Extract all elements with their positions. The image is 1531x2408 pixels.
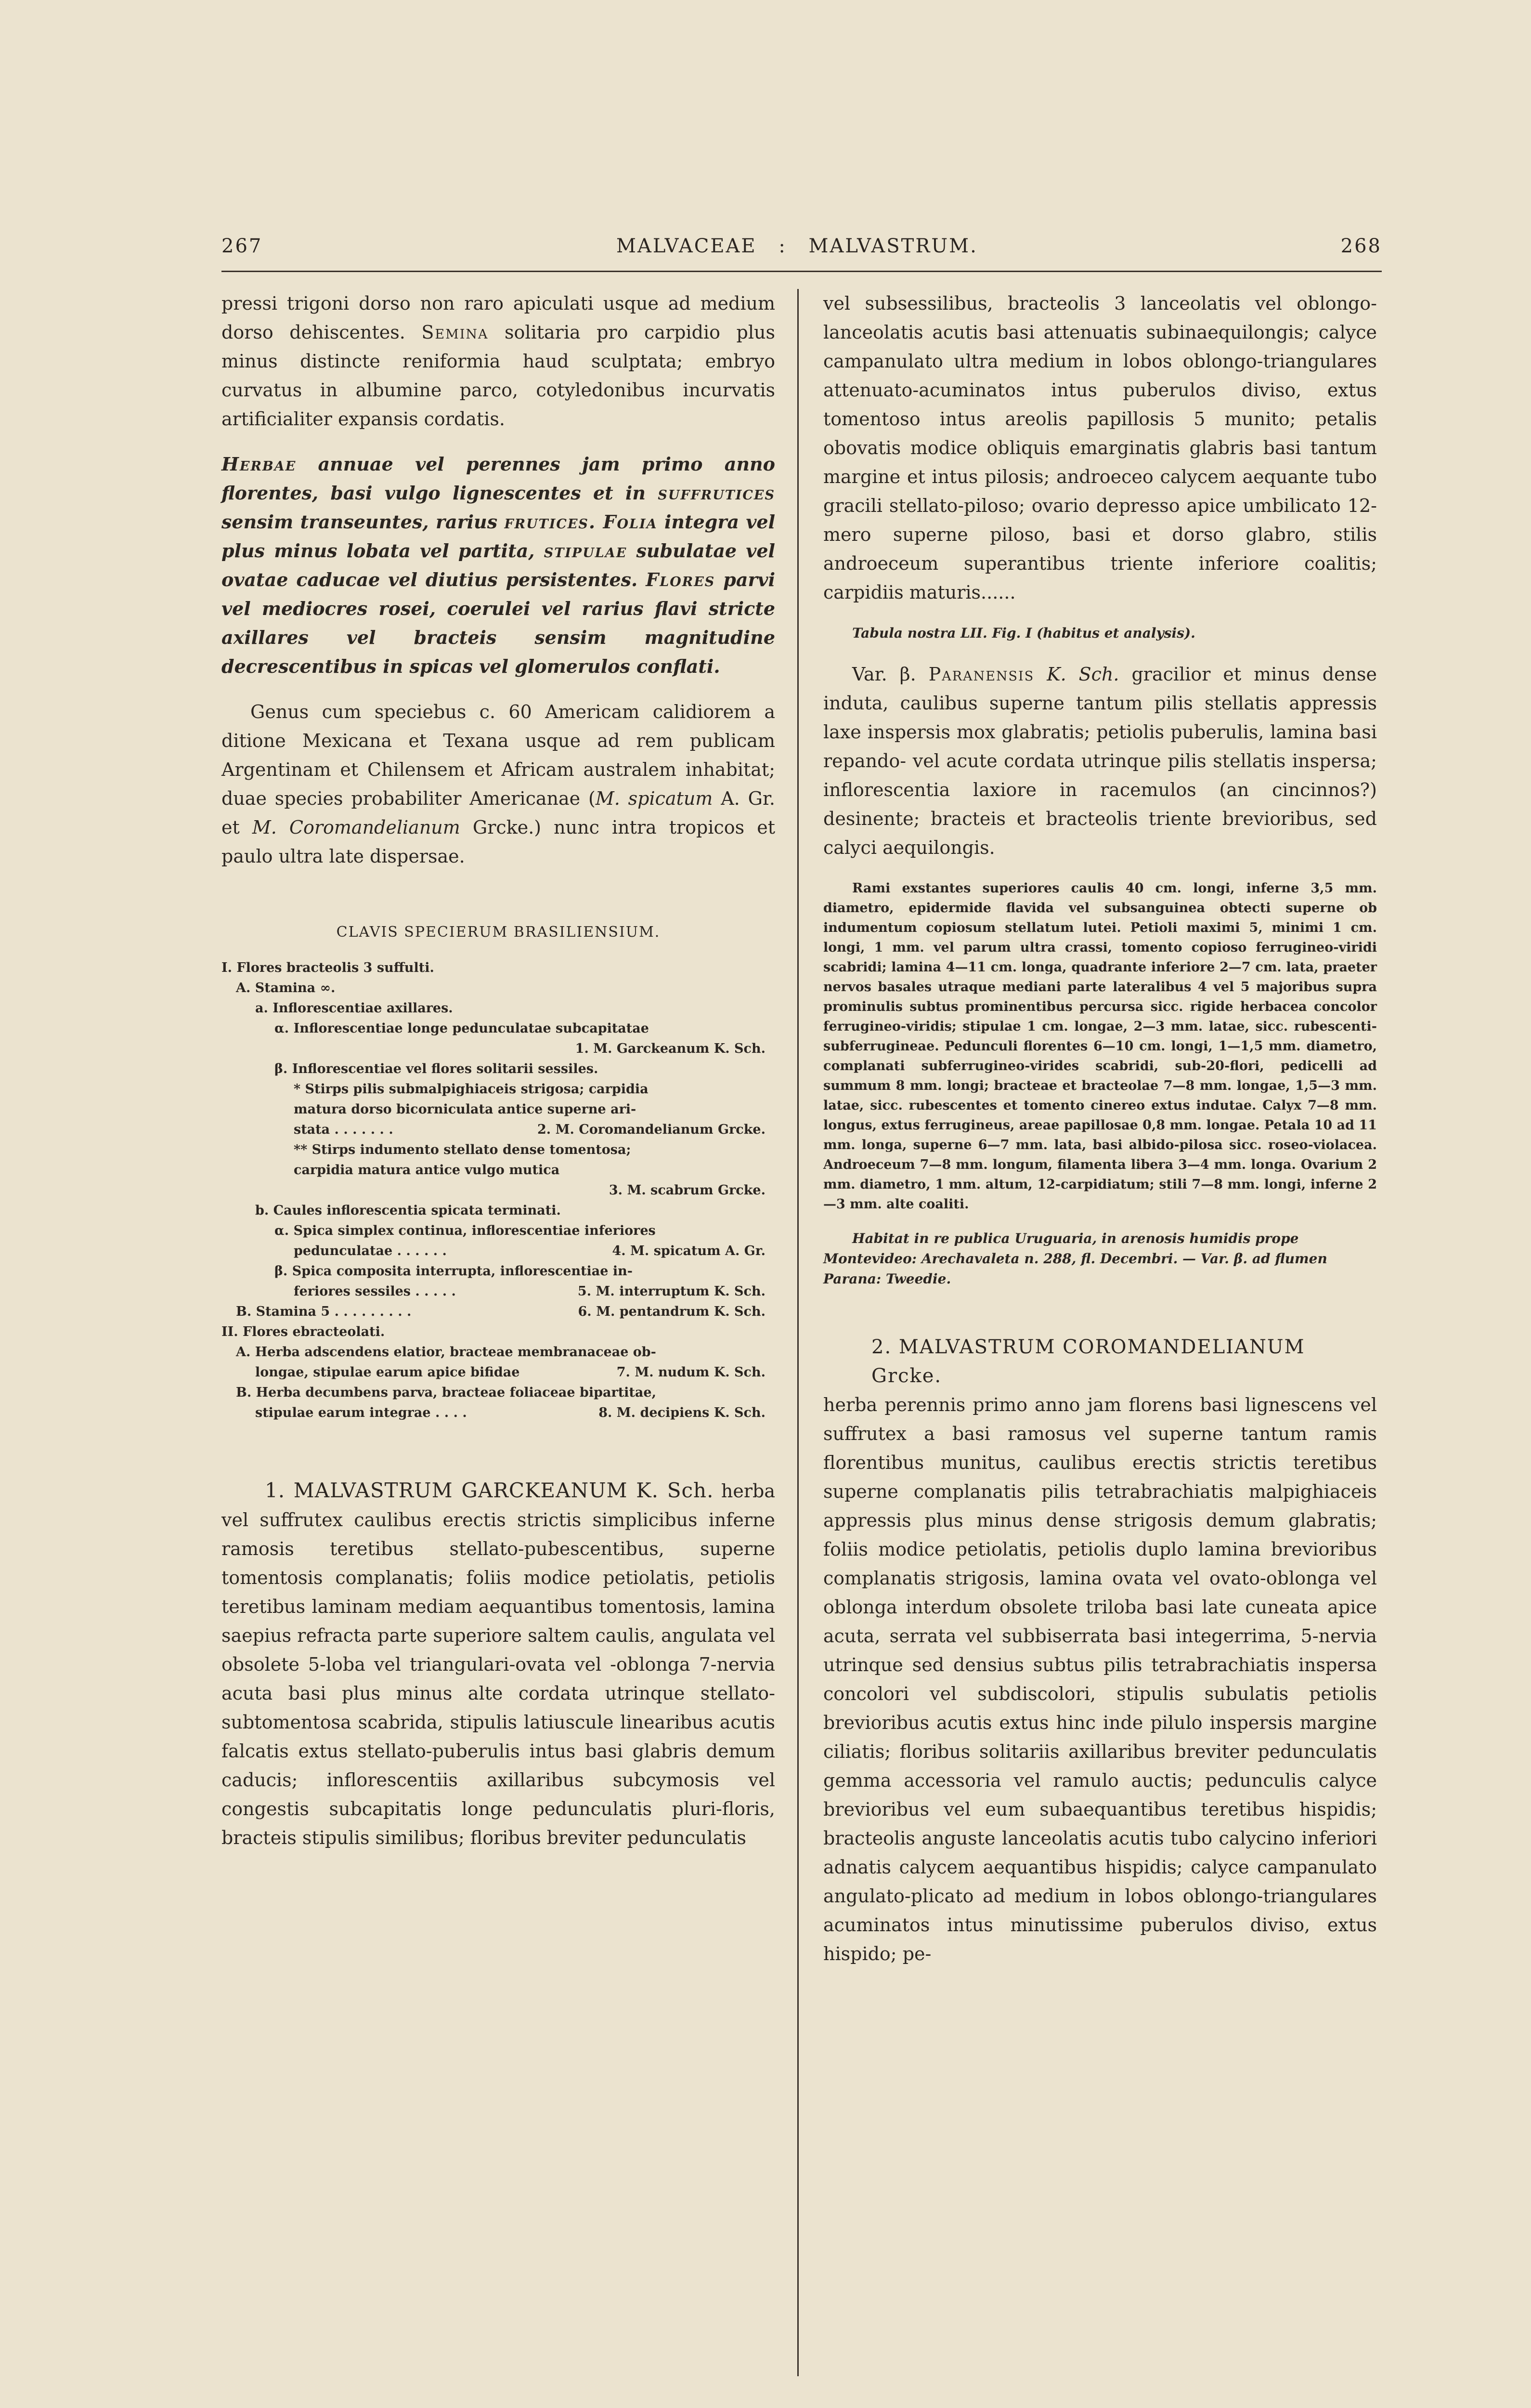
key-species <box>766 1019 775 1039</box>
key-text: stipulae earum integrae . . . . <box>255 1405 467 1420</box>
key-line <box>221 1342 775 1362</box>
key-line <box>221 1079 775 1099</box>
key-text: stata . . . . . . . <box>294 1122 393 1137</box>
key-line <box>221 1140 775 1160</box>
key-line <box>221 1099 775 1120</box>
key-text: pedunculatae . . . . . . <box>294 1243 447 1258</box>
semina-label: Semina <box>421 322 489 343</box>
key-text: β. Inflorescentiae vel flores solitarii sessiles. <box>274 1061 598 1076</box>
key-line <box>221 958 775 978</box>
page-number-left: 267 <box>221 235 263 257</box>
key-text: β. Spica composita interrupta, inflorescentiae in- <box>274 1264 633 1279</box>
key-line <box>221 1039 775 1059</box>
key-species <box>766 1221 775 1241</box>
paragraph-continued: vel subsessilibus, bracteolis 3 lanceolatis vel oblongo-lanceolatis acutis basi attenuatis subinaequilongis; calyce campanulato ultra medium in lobos oblongo-triangulares attenuato-acuminatos intus puberulos diviso, extus tomentoso intus areolis papillosis 5 munito; petalis obovatis modice obliquis emarginatis glabris basi tantum margine et intus pilosis; androeceo calycem aequante tubo gracili stellato-piloso; ovario depresso apice umbilicato 12-mero superne piloso, basi et dorso glabro, stilis androeceum superantibus triente inferiore coalitis; carpidiis maturis...... <box>823 293 1377 603</box>
key-species <box>766 958 775 978</box>
paragraph-habitus: Herbae annuae vel perennes jam primo anno florentes, basi vulgo lignescentes et in suffrutices sensim transeuntes, rarius frutices. Folia integra vel plus minus lobata vel partita, stipulae subulatae vel ovatae caducae vel diutius persistentes. Flores parvi vel mediocres rosei, coerulei vel rarius flavi stricte axillares vel bracteis sensim magnitudine decrescentibus in spicas vel glomerulos conflati. <box>221 453 776 677</box>
key-text: B. Herba decumbens parva, bracteae foliaceae bipartitae, <box>236 1385 656 1400</box>
key-text: b. Caules inflorescentia spicata terminati. <box>255 1203 561 1218</box>
key-species: 1. M. Garckeanum K. Sch. <box>575 1041 766 1056</box>
key-text: I. Flores bracteolis 3 suffulti. <box>221 960 434 975</box>
key-species <box>766 1079 775 1099</box>
key-species <box>766 998 775 1019</box>
key-line <box>221 1362 775 1383</box>
header-rule <box>221 271 1382 272</box>
key-text: longae, stipulae earum apice bifidae <box>255 1365 520 1380</box>
key-text: α. Inflorescentiae longe pedunculatae subcapitatae <box>274 1021 649 1036</box>
page-number-right: 268 <box>1340 235 1382 257</box>
key-line <box>221 998 775 1019</box>
paragraph-habitat: Habitat in re publica Uruguaria, in arenosis humidis prope Montevideo: Arechavaleta n. 288, fl. Decembri. — Var. β. ad flumen Parana: Tweedie. <box>823 1230 1327 1287</box>
right-column <box>823 289 1377 1985</box>
key-line <box>221 1403 775 1423</box>
key-line <box>221 1322 775 1342</box>
key-text: * Stirps pilis submalpighiaceis strigosa; carpidia <box>294 1082 649 1097</box>
key-species <box>766 1342 775 1362</box>
paragraph-measurements: Rami exstantes superiores caulis 40 cm. longi, inferne 3,5 mm. diametro, epidermide flavida vel subsanguinea obtecti superne ob indumentum copiosum stellatum lutei. Petioli maximi 5, minimi 1 cm. longi, 1 mm. vel parum ultra crassi, tomento copioso ferrugineo-viridi scabridi; lamina 4—11 cm. longa, quadrante inferiore 2—7 cm. lata, praeter nervos basales utraque mediani parte lateralibus 4 vel 5 majoribus supra prominulis subtus prominentibus percursa sicc. rigide herbacea concolor ferrugineo-viridis; stipulae 1 cm. longae, 2—3 mm. latae, sicc. rubescenti-subferrugineae. Pedunculi florentes 6—10 cm. longi, 1—1,5 mm. diametro, complanati subferrugineo-virides scabridi, sub-20-flori, pedicelli ad summum 8 mm. longi; bracteae et bracteolae 7—8 mm. longae, 1,5—3 mm. latae, sicc. rubescentes et tomento cinereo extus indutae. Calyx 7—8 mm. longus, extus ferrugineus, areae papillosae 0,8 mm. longae. Petala 10 ad 11 mm. longa, superne 6—7 mm. lata, basi albido-pilosa sicc. roseo-violacea. Androeceum 7—8 mm. longum, filamenta libera 3—4 mm. longa. Ovarium 2 mm. diametro, 1 mm. altum, 12-carpidiatum; stili 7—8 mm. longi, inferne 2—3 mm. alte coaliti. <box>823 881 1377 1212</box>
key-text: feriores sessiles . . . . . <box>294 1284 456 1299</box>
key-species <box>766 1160 775 1180</box>
species-2-heading: 2. MALVASTRUM COROMANDELIANUM Grcke. <box>871 1336 1305 1387</box>
key-text: A. Stamina ∞. <box>236 981 336 995</box>
key-line <box>221 1241 775 1261</box>
key-species: 3. M. scabrum Grcke. <box>609 1183 766 1198</box>
tabula-reference: Tabula nostra LII. Fig. I (habitus et analysis). <box>852 625 1195 641</box>
key-species <box>766 1322 775 1342</box>
paragraph-genus: Genus cum speciebus c. 60 Americam calidiorem a ditione Mexicana et Texana usque ad rem publicam Argentinam et Chilensem et Africam australem inhabitat; duae species probabiliter Americanae (M. spicatum A. Gr. et M. Coromandelianum Grcke.) nunc intra tropicos et paulo ultra late dispersae. <box>221 701 776 867</box>
key-species: 7. M. nudum K. Sch. <box>616 1365 766 1380</box>
key-species <box>766 978 775 998</box>
key-text: B. Stamina 5 . . . . . . . . . <box>236 1304 412 1319</box>
key-species: 4. M. spicatum A. Gr. <box>612 1243 766 1258</box>
key-species: 2. M. Coromandelianum Grcke. <box>537 1122 766 1137</box>
key-line <box>221 1059 775 1079</box>
key-line <box>221 1221 775 1241</box>
key-text: II. Flores ebracteolati. <box>221 1324 385 1339</box>
key-text: a. Inflorescentiae axillares. <box>255 1001 453 1016</box>
key-species: 6. M. pentandrum K. Sch. <box>578 1304 766 1319</box>
page-header <box>221 235 1382 269</box>
key-text: ** Stirps indumento stellato dense tomentosa; <box>294 1142 631 1157</box>
key-line <box>221 1201 775 1221</box>
column-divider <box>797 289 799 2376</box>
key-species <box>766 1099 775 1120</box>
key-text: α. Spica simplex continua, inflorescentiae inferiores <box>274 1223 656 1238</box>
key-species <box>766 1383 775 1403</box>
key-species <box>766 1059 775 1079</box>
key-line <box>221 1160 775 1180</box>
key-species <box>766 1140 775 1160</box>
species-key <box>221 958 775 1423</box>
key-line <box>221 1383 775 1403</box>
key-text: matura dorso bicorniculata antice superne ari- <box>294 1102 636 1117</box>
key-text: A. Herba adscendens elatior, bracteae membranaceae ob- <box>236 1345 656 1360</box>
running-title: MALVACEAE : MALVASTRUM. <box>616 235 978 257</box>
key-text: carpidia matura antice vulgo mutica <box>294 1163 560 1178</box>
key-line <box>221 978 775 998</box>
key-line <box>221 1120 775 1140</box>
key-species <box>766 1261 775 1282</box>
species-1-description: 1. MALVASTRUM GARCKEANUM K. Sch. herba vel suffrutex caulibus erectis strictis simplicibus inferne ramosis teretibus stellato-pubescentibus, superne tomentosis complanatis; foliis modice petiolatis, petiolis teretibus laminam mediam aequantibus tomentosis, lamina saepius refracta parte superiore saltem caulis, angulata vel obsolete 5-loba vel triangulari-ovata vel -oblonga 7-nervia acuta basi plus minus alte cordata utrinque stellato-subtomentosa scabrida, stipulis latiuscule linearibus acutis falcatis extus stellato-puberulis intus basi glabris demum caducis; inflorescentiis axillaribus subcymosis vel congestis subcapitatis longe pedunculatis pluri-floris, bracteis stipulis similibus; floribus breviter pedunculatis <box>221 1479 775 1848</box>
key-line <box>221 1302 775 1322</box>
paragraph-fructus: pressi trigoni dorso non raro apiculati usque ad medium dorso dehiscentes. Semina solitaria pro carpidio plus minus distincte reniformia haud sculptata; embryo curvatus in albumine parco, cotyledonibus incurvatis artificialiter expansis cordatis. <box>221 293 775 430</box>
species-2-description: herba perennis primo anno jam florens basi lignescens vel suffrutex a basi ramosus vel superne tantum ramis florentibus munitus, caulibus erectis strictis teretibus superne complanatis pilis tetrabrachiatis malpighiaceis appressis plus minus dense strigosis demum glabratis; foliis modice petiolatis, petiolis duplo lamina brevioribus complanatis strigosis, lamina ovata vel ovato-oblonga vel oblonga interdum obsolete triloba basi late cuneata apice acuta, serrata vel subbiserrata basi integerrima, 5-nervia utrinque sed densius subtus pilis tetrabrachiatis inspersa concolori vel subdiscolori, stipulis subulatis petiolis brevioribus acutis extus hinc inde pilulo inspersis margine ciliatis; floribus solitariis axillaribus breviter pedunculatis gemma accessoria vel ramulo auctis; pedunculis calyce brevioribus vel eum subaequantibus teretibus hispidis; bracteolis anguste lanceolatis acutis tubo calycino inferiori adnatis calycem aequantibus hispidis; calyce campanulato angulato-plicato ad medium in lobos oblongo-triangulares acuminatos intus minutissime puberulos diviso, extus hispido; pe- <box>823 1394 1377 1964</box>
key-line <box>221 1261 775 1282</box>
key-line <box>221 1180 775 1201</box>
left-column <box>221 289 775 1852</box>
key-species <box>766 1201 775 1221</box>
key-species: 8. M. decipiens K. Sch. <box>598 1405 766 1420</box>
key-line <box>221 1282 775 1302</box>
key-species: 5. M. interruptum K. Sch. <box>577 1284 766 1299</box>
clavis-title: CLAVIS SPECIERUM BRASILIENSIUM. <box>336 924 661 941</box>
key-line <box>221 1019 775 1039</box>
paragraph-varietas: Var. β. Paranensis K. Sch. gracilior et minus dense induta, caulibus superne tantum pilis stellatis appressis laxe inspersis mox glabratis; petiolis puberulis, lamina basi repando- vel acute cordata utrinque pilis stellatis inspersa; inflorescentia laxiore in racemulos (an cincinnos?) desinente; bracteis et bracteolis triente brevioribus, sed calyci aequilongis. <box>823 664 1377 858</box>
species-1-heading: 1. MALVASTRUM GARCKEANUM K. Sch. <box>265 1479 714 1502</box>
